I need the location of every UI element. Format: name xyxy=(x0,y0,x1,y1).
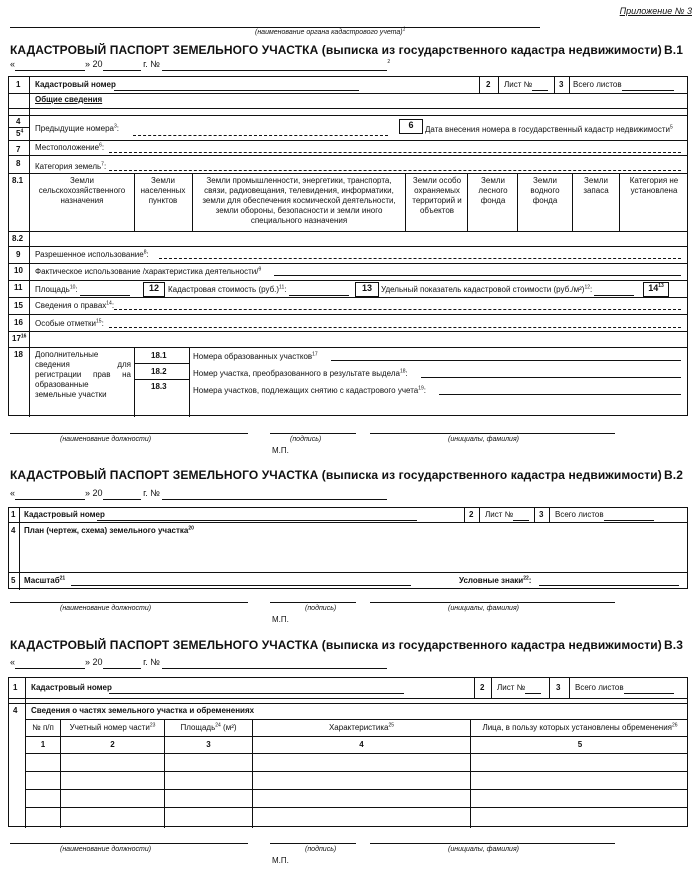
extra-info-label: Дополнительные сведения для регистрации прав на образованные земельные участки xyxy=(35,350,131,399)
location-label: Местоположение$^6$: xyxy=(35,142,105,152)
section2-code: В.2 xyxy=(664,468,683,482)
sig3-initials: (инициалы, фамилия) xyxy=(448,846,520,853)
section1-date-line: « » 20 г. № $^2$ xyxy=(10,59,391,69)
sig3-sign: (подпись) xyxy=(305,846,337,853)
actual-use-label: Фактическое использование /характеристика деятельности/$^9$ xyxy=(35,266,262,276)
area-label: Площадь$^{10}$: xyxy=(35,285,130,296)
specific-cost-label: Удельный показатель кадастровой стоимости $(руб./м^2)^{12}$: xyxy=(381,285,634,296)
category-forest: Земли лесного фонда xyxy=(478,176,508,205)
section1-title: КАДАСТРОВЫЙ ПАСПОРТ ЗЕМЕЛЬНОГО УЧАСТКА (выписка из государственного кадастра недвижимости) xyxy=(10,43,662,57)
section1-code: В.1 xyxy=(664,43,683,57)
transformed-number-label: Номер участка, преобразованного в результате выдела$^{18}$: xyxy=(193,368,408,378)
appendix-label: Приложение № 3 xyxy=(619,6,692,16)
s2-sheet-number-label: Лист № xyxy=(485,510,529,521)
subdivided-numbers-label: Номера образованных участков$^{17}$ xyxy=(193,351,318,361)
category-reserve: Земли запаса xyxy=(583,176,609,195)
s2-total-sheets-label: Всего листов xyxy=(555,510,654,521)
section2-title: КАДАСТРОВЫЙ ПАСПОРТ ЗЕМЕЛЬНОГО УЧАСТКА (выписка из государственного кадастра недвижимости) xyxy=(10,468,662,482)
sig1-initials: (инициалы, фамилия) xyxy=(448,436,520,443)
sig1-sign: (подпись) xyxy=(290,436,322,443)
removed-numbers-label: Номера участков, подлежащих снятию с кадастрового учета$^{19}$: xyxy=(193,385,427,395)
section2-date-line: « » 20 г. № xyxy=(10,488,387,500)
sig1-stamp: М.П. xyxy=(272,446,289,455)
s3-cadastral-number-label: Кадастровый номер xyxy=(31,683,112,692)
sig2-position: (наименование должности) xyxy=(60,605,152,612)
section3-date-line: « » 20 г. № xyxy=(10,657,387,669)
category-undefined: Категория не установлена xyxy=(629,176,679,195)
sig2-initials: (инициалы, фамилия) xyxy=(448,605,520,612)
s2-cadastral-number-label: Кадастровый номер xyxy=(24,510,105,519)
permitted-use-label: Разрешенное использование$^8$: xyxy=(35,249,149,259)
date-entry-label: Дата внесения номера в государственный кадастр недвижимости$^5$ xyxy=(425,124,673,134)
rights-label: Сведения о правах$^{14}$: xyxy=(35,300,115,310)
col-header-part-number: Учетный номер части$^{23}$ xyxy=(69,722,156,732)
sig2-sign: (подпись) xyxy=(305,605,337,612)
cadastral-number-label: Кадастровый номер xyxy=(35,80,116,89)
category-label: Категория земель$^7$: xyxy=(35,161,107,171)
sig3-stamp: М.П. xyxy=(272,856,289,865)
category-water: Земли водного фонда xyxy=(530,176,560,205)
special-notes-label: Особые отметки$^{15}$: xyxy=(35,318,104,328)
sig3-position: (наименование должности) xyxy=(60,846,152,853)
section3-title: КАДАСТРОВЫЙ ПАСПОРТ ЗЕМЕЛЬНОГО УЧАСТКА (выписка из государственного кадастра недвижимости) xyxy=(10,638,662,652)
section2-table: 1 Кадастровый номер 2 Лист № 3 Всего листов 4 План (чертеж, схема) земельного участка$^{20}$ 5 Масштаб$^{21}$ Условные знаки$^{22}$: xyxy=(8,507,688,589)
section3-table: 1 Кадастровый номер 2 Лист № 3 Всего листов 4 Сведения о частях земельного участка и обременениях № п/п Учетный номер части$^{23}$ Площадь$^{24}$ (м²) Характеристика$^{25}$ Лица, в пользу которых установлены обременения$^{26}$ 1 2 3 4 5 xyxy=(8,677,688,827)
col-header-beneficiaries: Лица, в пользу которых установлены обременения$^{26}$ xyxy=(482,722,678,732)
total-sheets-label: Всего листов xyxy=(573,80,674,91)
sheet-number-label: Лист № xyxy=(504,80,548,91)
scale-label: Масштаб$^{21}$ xyxy=(24,575,66,585)
category-industry: Земли промышленности, энергетики, транспорта, связи, радиовещания, телевидения, информатики, земли для обеспечения космической деятельности, земли обороны, безопасности и земли иного специального назначения xyxy=(202,176,396,225)
general-info-heading: Общие сведения xyxy=(35,95,103,104)
category-protected: Земли особо охраняемых территорий и объектов xyxy=(412,176,462,215)
section1-table: 1 Кадастровый номер 2 Лист № 3 Всего листов Общие сведения 4 $5^4$ Предыдущие номера$^3$: 6 Дата внесения номера в государственный кадастр недвижимости$^5$ 7 Местоположение$^6$: 8 Категория земель$^7$: 8.1 Земли сельскохозяйственного назначения Земли населенных пунктов Земли промышленности, энергетики, транспорта, связи, радиовещания, телевидения, информатики, земли для обеспечения космической деятельности, земли обороны, безопасности и земли иного специального назначения Земли особо охраняемых территорий и объектов Земли лесного фонда Земли водного фонда Земли запаса Категория не установлена 8.2 9 Разрешенное использование$^8$: 10 Фактическое использование /характеристика деятельности/$^9$ 11 Площадь$^{10}$: 12 Кадастровая стоимость $(руб.)^{11}$: 13 Удельный показатель кадастровой стоимости $(руб./м^2)^{12}$: $14^{13}$ 15 Сведения о правах$^{14}$: 16 Особые отметки$^{15}$: $17^{16}$ 18 Дополнительные сведения для регистрации прав на образованные земельные участки 18.1 18.2 18.3 Номера образованных участков$^{17}$ Номер участка, преобразованного в результате выдела$^{18}$: Номера участков, подлежащих снятию с кадастрового учета$^{19}$: xyxy=(8,76,688,416)
s3-total-sheets-label: Всего листов xyxy=(575,683,674,694)
s3-sheet-number-label: Лист № xyxy=(497,683,541,694)
legend-label: Условные знаки$^{22}$: xyxy=(459,575,532,585)
col-header-area: Площадь$^{24}$ (м²) xyxy=(180,722,237,732)
section3-code: В.3 xyxy=(664,638,683,652)
plan-label: План (чертеж, схема) земельного участка$^{20}$ xyxy=(24,525,194,535)
sig1-position: (наименование должности) xyxy=(60,436,152,443)
cadastral-cost-label: Кадастровая стоимость $(руб.)^{11}$: xyxy=(168,285,349,296)
org-caption: (наименование органа кадастрового учета)$^1$ xyxy=(255,26,406,36)
previous-numbers-label: Предыдущие номера$^3$: xyxy=(35,123,120,133)
parts-label: Сведения о частях земельного участка и обременениях xyxy=(31,706,255,715)
category-agricultural: Земли сельскохозяйственного назначения xyxy=(38,176,126,205)
sig2-stamp: М.П. xyxy=(272,615,289,624)
col-header-characteristic: Характеристика$^{25}$ xyxy=(328,722,395,732)
col-header-number: № п/п xyxy=(32,723,54,732)
category-settlements: Земли населенных пунктов xyxy=(140,176,186,205)
